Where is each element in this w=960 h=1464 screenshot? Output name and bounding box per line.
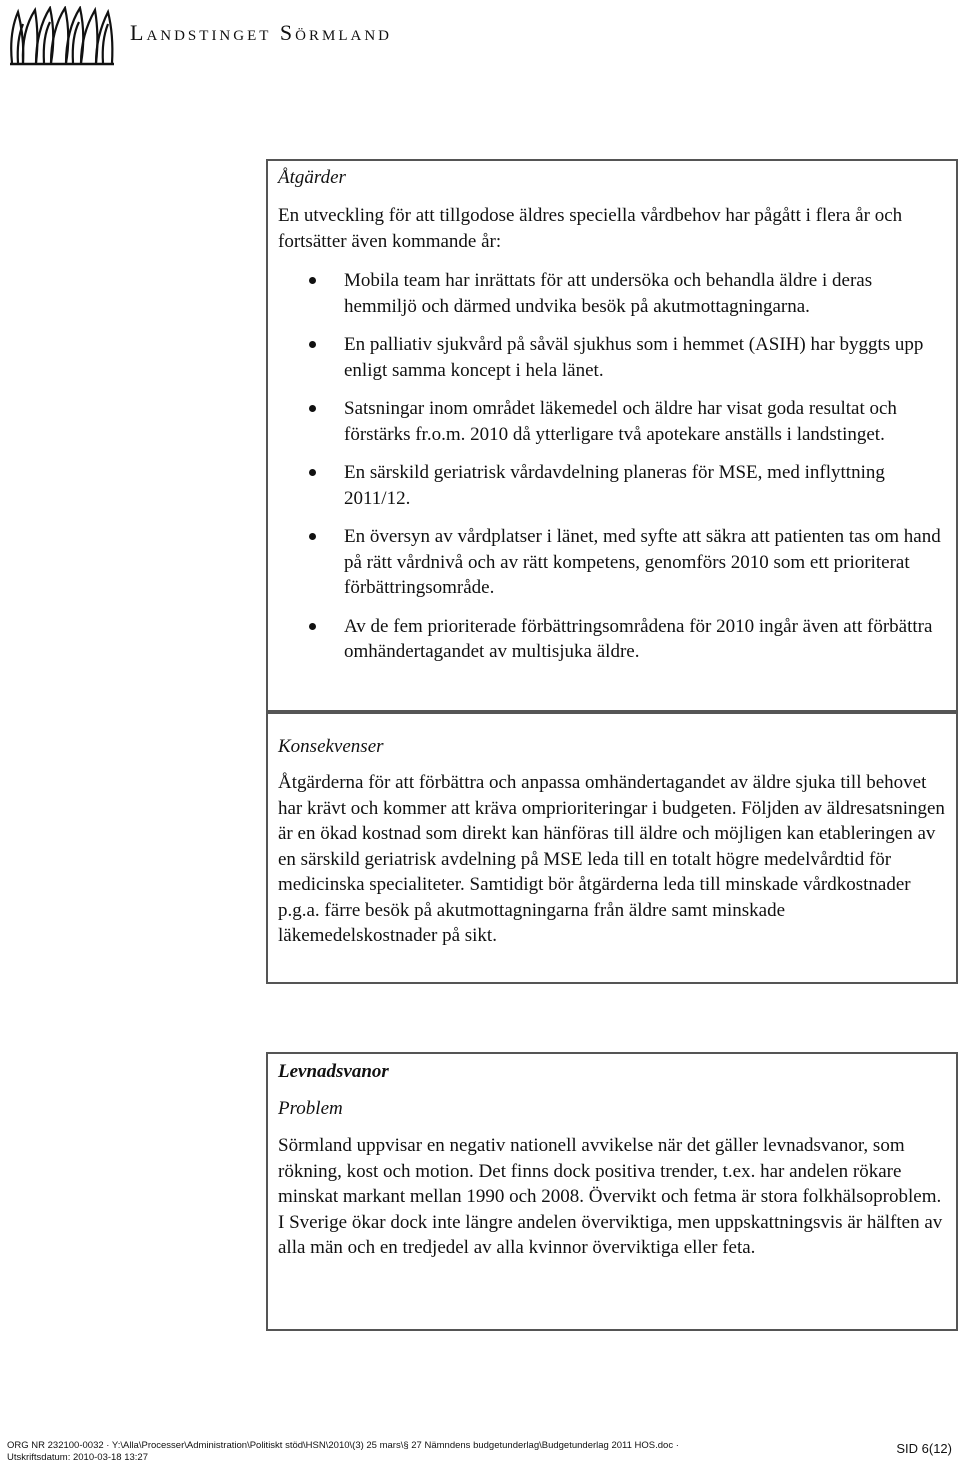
lotus-crown-logo-icon [8, 6, 118, 66]
bullet-icon [309, 533, 316, 540]
section-heading: Problem [278, 1098, 343, 1119]
list-item: Satsningar inom området läkemedel och äldre har visat goda resultat och förstärks fr.o.m. 2010 då ytterligare två apotekare anställs i landstinget. [278, 396, 946, 447]
bullet-icon [309, 341, 316, 348]
bullet-icon [309, 469, 316, 476]
measures-list [278, 268, 946, 665]
list-item: Av de fem prioriterade förbättringsområdena för 2010 ingår även att förbättra omhändertagandet av multisjuka äldre. [278, 614, 946, 665]
page-header [8, 6, 568, 66]
intro-paragraph: En utveckling för att tillgodose äldres speciella vårdbehov har pågått i flera år och fortsätter även kommande år: [278, 205, 903, 252]
brand-name: Landstinget Sörmland [130, 20, 392, 45]
consequences-paragraph: Åtgärderna för att förbättra och anpassa omhändertagandet av äldre sjuka till behovet har krävt och kommer att kräva omprioriteringar i budgeten. Följden av äldresatsningen är en ökad kostnad som direkt kan hänföras till äldre och möjligen kan etableringen av en särskild geriatrisk avdelning på MSE leda till en totalt högre medelvårdtid för medicinska specialiteter. Samtidigt bör åtgärderna leda till minskade vårdkostnader p.g.a. färre besök på akutmottagningarna från äldre samt minskade läkemedelskostnader på sikt. [278, 772, 945, 946]
bullet-icon [309, 405, 316, 412]
footer-print-date: Utskriftsdatum: 2010-03-18 13:27 [7, 1452, 148, 1463]
lifestyle-box [266, 1052, 958, 1331]
list-item: En översyn av vårdplatser i länet, med syfte att säkra att patienten tas om hand på rätt vårdnivå och av rätt kompetens, genomförs 2010 som ett prioriterat förbättringsområde. [278, 524, 946, 601]
list-item: En särskild geriatrisk vårdavdelning planeras för MSE, med inflyttning 2011/12. [278, 460, 946, 511]
list-item: Mobila team har inrättats för att undersöka och behandla äldre i deras hemmiljö och därmed undvika besök på akutmottagningarna. [278, 268, 946, 319]
problem-paragraph: Sörmland uppvisar en negativ nationell avvikelse när det gäller levnadsvanor, som rökning, kost och motion. Det finns dock positiva trender, t.ex. har andelen rökare minskat markant mellan 1990 och 2008. Övervikt och fetma är stora folkhälsoproblem. I Sverige ökar dock inte längre andelen överviktiga, men uppskattningsvis är hälften av alla män och en tredjedel av alla kvinnor överviktiga eller feta. [278, 1135, 943, 1258]
footer-path: ORG NR 232100-0032 · Y:\Alla\Processer\Administration\Politiskt stöd\HSN\2010\(3) 25 mars\§ 27 Nämndens budgetunderlag\Budgetunderlag 2011 HOS.doc · [7, 1440, 679, 1451]
section-heading: Konsekvenser [278, 736, 384, 757]
measures-box [266, 159, 958, 712]
section-title: Levnadsvanor [278, 1061, 389, 1082]
bullet-icon [309, 623, 316, 630]
list-item: En palliativ sjukvård på såväl sjukhus som i hemmet (ASIH) har byggts upp enligt samma koncept i hela länet. [278, 332, 946, 383]
section-heading: Åtgärder [278, 167, 346, 188]
page-number: SID 6(12) [896, 1441, 952, 1456]
bullet-icon [309, 277, 316, 284]
consequences-box [266, 712, 958, 984]
page-footer [7, 1440, 953, 1464]
